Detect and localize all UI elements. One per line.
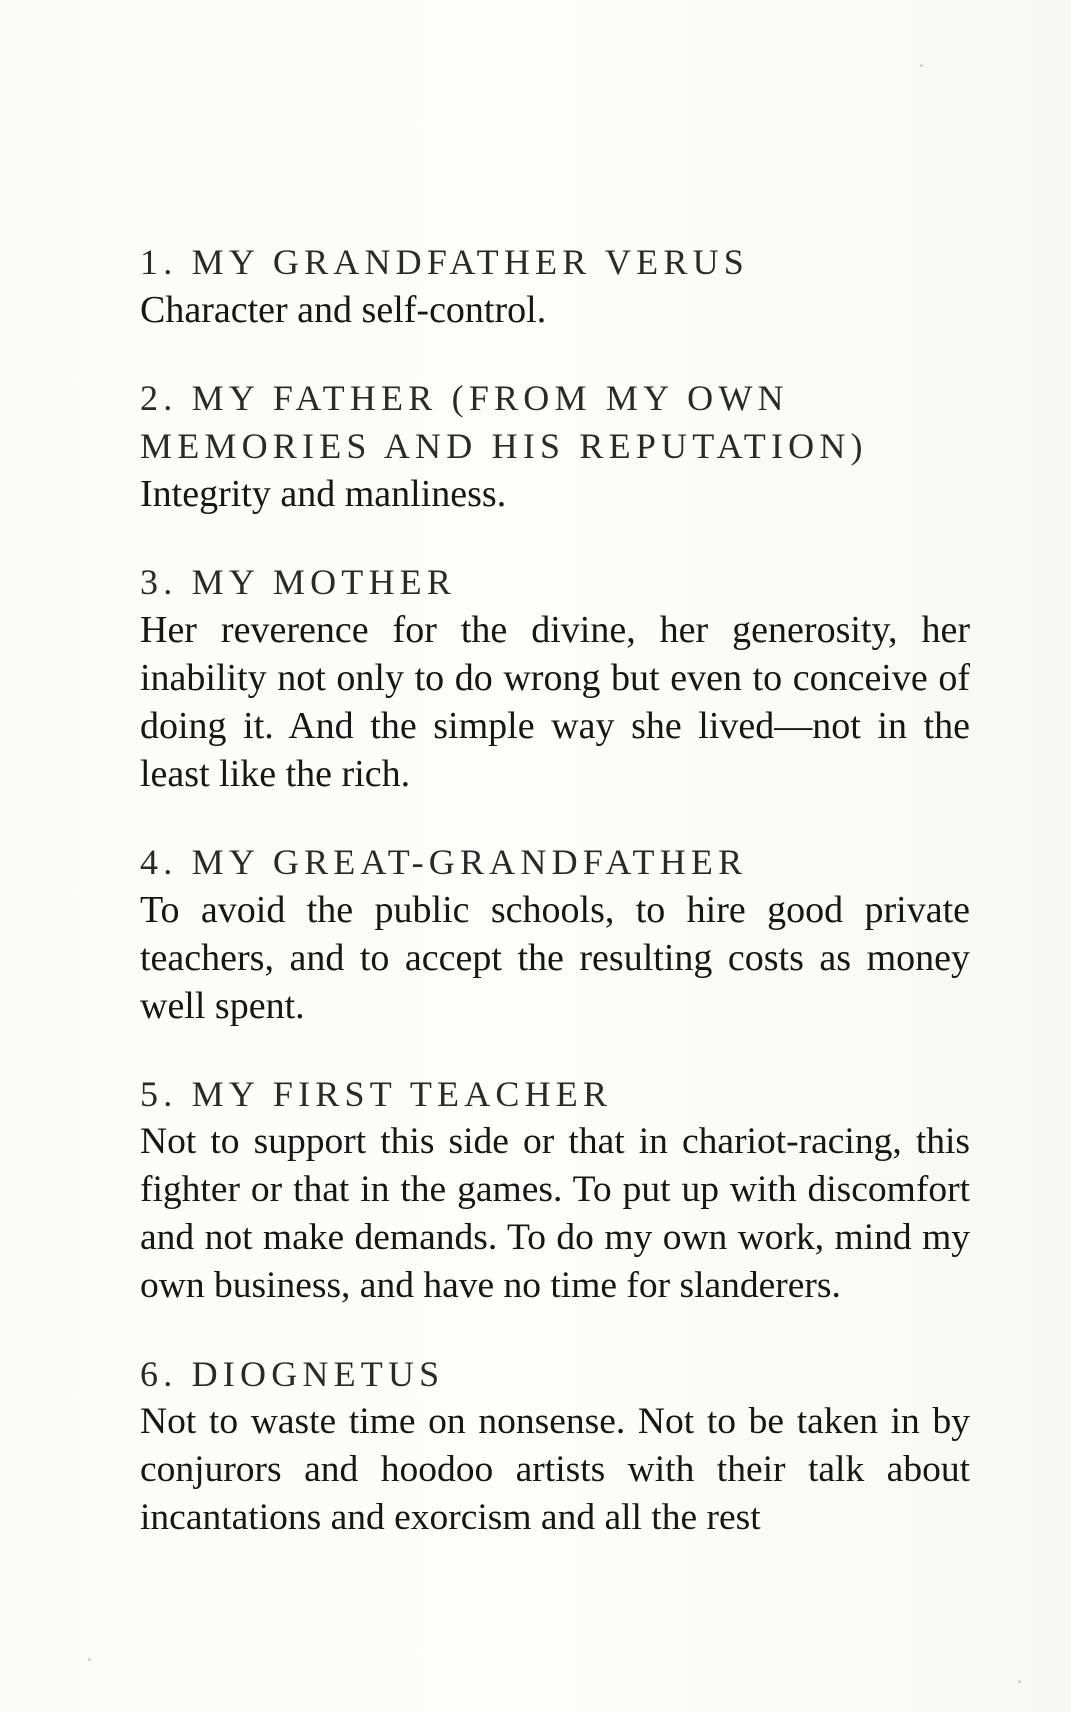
section-body: To avoid the public schools, to hire good private teachers, and to accept the resulting costs as money well spent. xyxy=(140,889,970,1027)
section-body: Character and self-control. xyxy=(140,289,547,331)
section-1 xyxy=(140,238,970,334)
section-number: 1. xyxy=(140,242,178,282)
section-3 xyxy=(140,558,970,798)
paper-speck xyxy=(1018,1680,1021,1683)
section-heading xyxy=(140,558,970,606)
section-body: Not to waste time on nonsense. Not to be taken in by conjurors and hoodoo artists with their talk about incantations and exorcism and all the rest xyxy=(140,1401,970,1538)
section-heading xyxy=(140,838,970,886)
section-6 xyxy=(140,1350,970,1542)
section-body: Not to support this side or that in chariot-racing, this fighter or that in the games. To put up with discomfort and not make demands. To do my own work, mind my own business, and have no time for slanderers. xyxy=(140,1121,970,1306)
section-title: MY GRANDFATHER VERUS xyxy=(191,242,750,282)
section-title: MY FATHER (FROM MY OWN MEMORIES AND HIS REPUTATION) xyxy=(140,378,868,466)
section-body: Integrity and manliness. xyxy=(140,473,507,515)
section-title: DIOGNETUS xyxy=(191,1354,445,1394)
section-number: 5. xyxy=(140,1074,178,1114)
section-heading xyxy=(140,238,970,286)
section-heading xyxy=(140,1350,970,1398)
section-title: MY MOTHER xyxy=(191,562,457,602)
section-number: 6. xyxy=(140,1354,178,1394)
page-content xyxy=(140,238,970,1582)
section-4 xyxy=(140,838,970,1030)
section-heading xyxy=(140,1070,970,1118)
paper-speck xyxy=(920,64,923,67)
section-number: 3. xyxy=(140,562,178,602)
section-2 xyxy=(140,374,970,518)
section-number: 2. xyxy=(140,378,178,418)
section-5 xyxy=(140,1070,970,1310)
section-number: 4. xyxy=(140,842,178,882)
section-body: Her reverence for the divine, her generosity, her inability not only to do wrong but even to conceive of doing it. And the simple way she lived—not in the least like the rich. xyxy=(140,609,970,795)
section-title: MY GREAT-GRANDFATHER xyxy=(191,842,748,882)
section-title: MY FIRST TEACHER xyxy=(191,1074,613,1114)
section-heading xyxy=(140,374,970,470)
paper-speck xyxy=(88,1658,91,1661)
